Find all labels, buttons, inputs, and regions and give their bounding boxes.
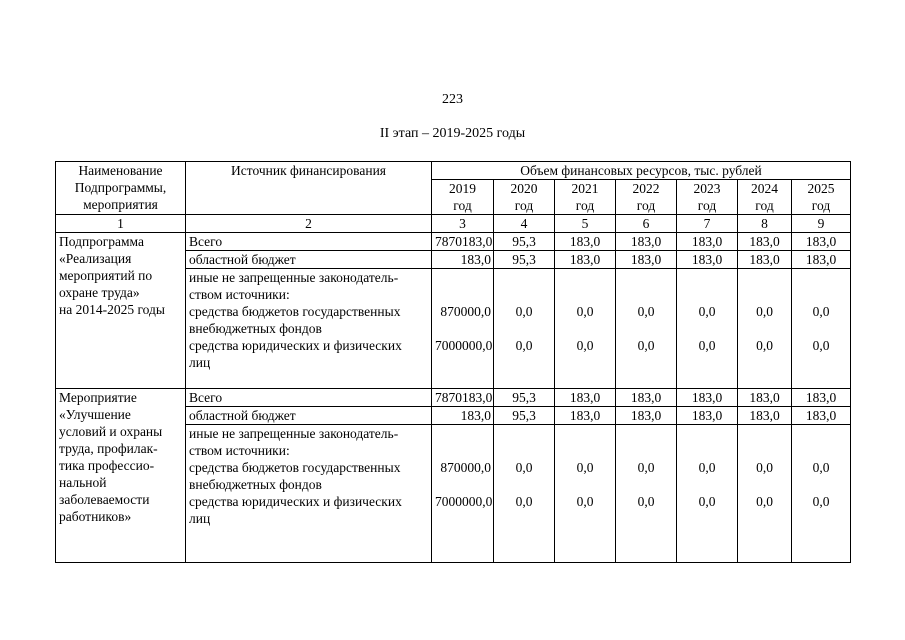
value-legal: 7000000,0	[435, 338, 493, 353]
value-cell-group	[555, 269, 616, 389]
value-cell: 183,0	[432, 251, 494, 269]
value-cell: 183,0	[792, 389, 851, 407]
value-cell: 183,0	[555, 251, 616, 269]
spacer	[619, 442, 673, 459]
value-cell-group	[792, 425, 851, 563]
value-extra: 0,0	[637, 304, 655, 319]
value-cell-group	[555, 425, 616, 563]
source-text-line: иные не запрещенные законодатель-	[189, 426, 399, 441]
year-header-cell: 2022 год	[616, 180, 677, 215]
source-text-line: средства бюджетов государственных	[189, 460, 401, 475]
value-cell: 95,3	[494, 251, 555, 269]
program-name-line: тика профессио-	[59, 458, 155, 473]
source-text-line: внебюджетных фондов	[189, 321, 322, 336]
value-legal: 0,0	[576, 338, 594, 353]
program-name-line: охране труда»	[59, 285, 140, 300]
program-name-line: мероприятий по	[59, 268, 153, 283]
spacer	[619, 320, 673, 337]
spacer	[619, 269, 673, 286]
value-legal: 0,0	[756, 338, 773, 353]
source-text-line: средства юридических и физических	[189, 338, 402, 353]
source-text-line: лиц	[189, 511, 211, 526]
column-number-cell: 3	[432, 215, 494, 233]
value-cell: 183,0	[677, 389, 738, 407]
program-name-line: Мероприятие	[59, 390, 137, 405]
program-name-line: Подпрограмма	[59, 234, 144, 249]
value-cell-group	[432, 269, 494, 389]
value-cell: 7870183,0	[432, 233, 494, 251]
program-name-line: труда, профилак-	[59, 441, 158, 456]
source-text-line: ством источники:	[189, 287, 290, 302]
spacer	[435, 425, 491, 442]
value-cell: 183,0	[677, 407, 738, 425]
value-cell: 183,0	[677, 233, 738, 251]
source-label-total: Всего	[186, 389, 432, 407]
value-cell: 183,0	[738, 407, 792, 425]
spacer	[435, 269, 491, 286]
column-number-cell: 4	[494, 215, 555, 233]
program-name-line: «Реализация	[59, 251, 132, 266]
value-legal: 0,0	[515, 494, 533, 509]
value-extra: 0,0	[515, 460, 533, 475]
value-legal: 0,0	[637, 338, 655, 353]
value-legal: 0,0	[576, 494, 594, 509]
value-cell: 95,3	[494, 407, 555, 425]
page-number: 223	[442, 92, 463, 107]
program-name-line: заболеваемости	[59, 492, 150, 507]
value-legal: 0,0	[698, 338, 716, 353]
value-extra: 0,0	[576, 460, 594, 475]
source-text-line: внебюджетных фондов	[189, 477, 322, 492]
year-header-cell: 2024 год	[738, 180, 792, 215]
value-extra: 0,0	[698, 304, 716, 319]
value-cell-group	[616, 425, 677, 563]
spacer	[741, 425, 788, 442]
value-cell-group	[738, 269, 792, 389]
value-cell-group	[738, 425, 792, 563]
spacer	[558, 269, 612, 286]
name-column-header: Наименование Подпрограммы, мероприятия	[56, 162, 186, 215]
value-cell: 95,3	[494, 389, 555, 407]
spacer	[795, 286, 847, 303]
source-text-line: ством источники:	[189, 443, 290, 458]
program-name-line: на 2014-2025 годы	[59, 302, 165, 317]
spacer	[795, 425, 847, 442]
value-cell-group	[494, 269, 555, 389]
value-cell-group	[494, 425, 555, 563]
spacer	[558, 425, 612, 442]
value-legal: 7000000,0	[435, 494, 493, 509]
value-cell: 183,0	[792, 251, 851, 269]
spacer	[741, 320, 788, 337]
value-extra: 0,0	[812, 460, 830, 475]
value-cell: 183,0	[616, 233, 677, 251]
spacer	[680, 442, 734, 459]
spacer	[795, 476, 847, 493]
spacer	[741, 286, 788, 303]
value-cell: 7870183,0	[432, 389, 494, 407]
column-number-cell: 1	[56, 215, 186, 233]
program-name-line: нальной	[59, 475, 107, 490]
value-legal: 0,0	[812, 494, 830, 509]
spacer	[558, 320, 612, 337]
spacer	[619, 476, 673, 493]
source-text-line: иные не запрещенные законодатель-	[189, 270, 399, 285]
spacer	[558, 286, 612, 303]
value-legal: 0,0	[515, 338, 533, 353]
source-label-regional: областной бюджет	[186, 251, 432, 269]
spacer	[741, 269, 788, 286]
value-legal: 0,0	[698, 494, 716, 509]
table-row	[56, 233, 851, 251]
spacer	[497, 476, 551, 493]
spacer	[741, 476, 788, 493]
source-text-line: средства бюджетов государственных	[189, 304, 401, 319]
year-header-cell: 2021 год	[555, 180, 616, 215]
spacer	[795, 320, 847, 337]
table-row	[56, 389, 851, 407]
column-number-cell: 5	[555, 215, 616, 233]
value-legal: 0,0	[756, 494, 773, 509]
value-extra: 0,0	[756, 460, 773, 475]
value-cell: 183,0	[792, 233, 851, 251]
value-cell: 183,0	[555, 407, 616, 425]
value-cell-group	[616, 269, 677, 389]
spacer	[497, 425, 551, 442]
program-name-cell	[56, 233, 186, 389]
value-extra: 870000,0	[440, 304, 491, 319]
program-name-line: условий и охраны	[59, 424, 163, 439]
column-number-cell: 8	[738, 215, 792, 233]
year-header-cell: 2020 год	[494, 180, 555, 215]
value-cell: 183,0	[616, 251, 677, 269]
spacer	[680, 269, 734, 286]
value-cell: 183,0	[555, 233, 616, 251]
source-text-line: средства юридических и физических	[189, 494, 402, 509]
source-label-total: Всего	[186, 233, 432, 251]
value-cell-group	[792, 269, 851, 389]
spacer	[497, 269, 551, 286]
program-name-cell	[56, 389, 186, 563]
value-cell: 95,3	[494, 233, 555, 251]
source-text-line: лиц	[189, 355, 211, 370]
program-name-line: «Улучшение	[59, 407, 131, 422]
value-extra: 0,0	[698, 460, 716, 475]
spacer	[741, 442, 788, 459]
value-cell: 183,0	[555, 389, 616, 407]
year-header-cell: 2019 год	[432, 180, 494, 215]
spacer	[680, 286, 734, 303]
source-label-regional: областной бюджет	[186, 407, 432, 425]
spacer	[435, 320, 491, 337]
spacer	[795, 442, 847, 459]
year-header-cell: 2023 год	[677, 180, 738, 215]
spacer	[435, 476, 491, 493]
spacer	[619, 286, 673, 303]
spacer	[680, 476, 734, 493]
value-cell: 183,0	[616, 407, 677, 425]
value-cell: 183,0	[738, 251, 792, 269]
value-legal: 0,0	[812, 338, 830, 353]
source-label-other	[186, 425, 432, 563]
value-legal: 0,0	[637, 494, 655, 509]
spacer	[680, 425, 734, 442]
value-cell: 183,0	[616, 389, 677, 407]
value-cell: 183,0	[738, 233, 792, 251]
column-number-cell: 2	[186, 215, 432, 233]
spacer	[435, 442, 491, 459]
value-extra: 0,0	[637, 460, 655, 475]
spacer	[497, 320, 551, 337]
value-cell-group	[677, 269, 738, 389]
value-cell: 183,0	[432, 407, 494, 425]
value-cell: 183,0	[792, 407, 851, 425]
spacer	[497, 442, 551, 459]
spacer	[497, 286, 551, 303]
column-number-cell: 9	[792, 215, 851, 233]
value-extra: 870000,0	[440, 460, 491, 475]
financing-table	[55, 161, 851, 563]
spacer	[558, 476, 612, 493]
column-number-row	[56, 215, 851, 233]
year-header-cell: 2025 год	[792, 180, 851, 215]
source-label-other	[186, 269, 432, 389]
spacer	[680, 320, 734, 337]
value-extra: 0,0	[576, 304, 594, 319]
source-column-header: Источник финансирования	[186, 162, 432, 215]
value-extra: 0,0	[515, 304, 533, 319]
spacer	[435, 286, 491, 303]
column-number-cell: 7	[677, 215, 738, 233]
value-cell-group	[432, 425, 494, 563]
value-cell-group	[677, 425, 738, 563]
spacer	[619, 425, 673, 442]
header-row	[56, 162, 851, 180]
volume-column-header: Объем финансовых ресурсов, тыс. рублей	[432, 162, 851, 180]
spacer	[795, 269, 847, 286]
value-cell: 183,0	[738, 389, 792, 407]
value-extra: 0,0	[756, 304, 773, 319]
value-cell: 183,0	[677, 251, 738, 269]
program-name-line: работников»	[59, 509, 132, 524]
value-extra: 0,0	[812, 304, 830, 319]
stage-title: II этап – 2019-2025 годы	[379, 126, 526, 141]
spacer	[558, 442, 612, 459]
column-number-cell: 6	[616, 215, 677, 233]
